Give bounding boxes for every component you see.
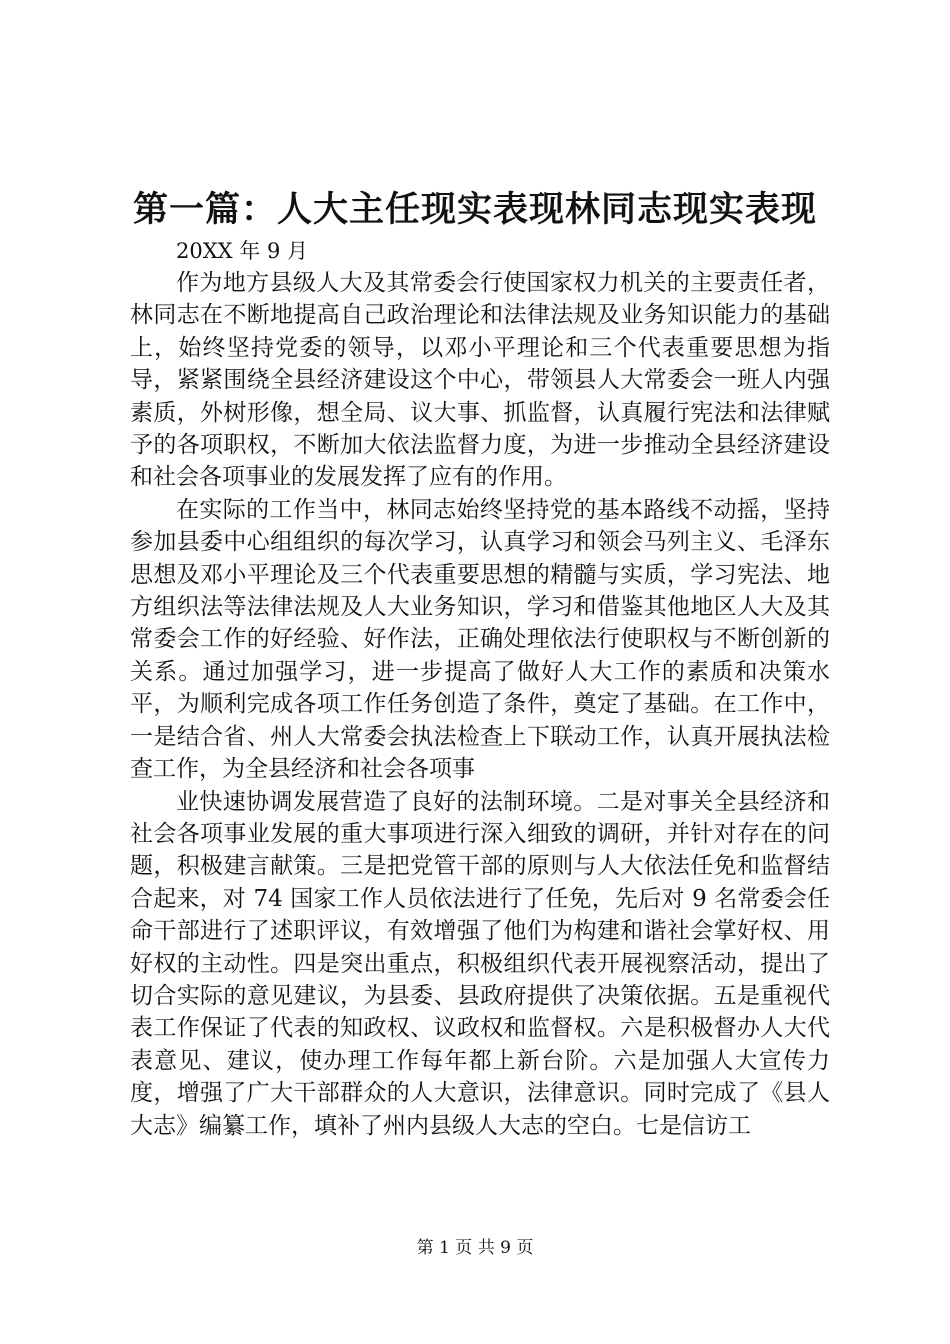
document-body [130, 267, 830, 1142]
paragraph-3: 业快速协调发展营造了良好的法制环境。二是对事关全县经济和社会各项事业发展的重大事项进行深入细致的调研，并针对存在的问题，积极建言献策。三是把党管干部的原则与人大依法任免和监督结合起来，对 74 国家工作人员依法进行了任免，先后对 9 名常委会任命干部进行了述职评议，有效增强了他们为构建和谐社会掌好权、用好权的主动性。四是突出重点，积极组织代表开展视察活动，提出了切合实际的意见建议，为县委、县政府提供了决策依据。五是重视代表工作保证了代表的知政权、议政权和监督权。六是积极督办人大代表意见、建议，使办理工作每年都上新台阶。六是加强人大宣传力度，增强了广大干部群众的人大意识，法律意识。同时完成了《县人大志》编纂工作，填补了州内县级人大志的空白。七是信访工 [130, 788, 830, 1139]
document-date: 20XX 年 9 月 [176, 239, 309, 263]
document-title: 第一篇：人大主任现实表现林同志现实表现 [132, 189, 817, 230]
paragraph-2: 在实际的工作当中，林同志始终坚持党的基本路线不动摇，坚持参加县委中心组组织的每次学习，认真学习和领会马列主义、毛泽东思想及邓小平理论及三个代表重要思想的精髓与实质，学习宪法、地方组织法等法律法规及人大业务知识，学习和借鉴其他地区人大及其常委会工作的好经验、好作法，正确处理依法行使职权与不断创新的关系。通过加强学习，进一步提高了做好人大工作的素质和决策水平，为顺利完成各项工作任务创造了条件，奠定了基础。在工作中，一是结合省、州人大常委会执法检查上下联动工作，认真开展执法检查工作，为全县经济和社会各项事 [130, 496, 830, 783]
page-number: 第 1 页 共 9 页 [416, 1238, 534, 1258]
paragraph-1: 作为地方县级人大及其常委会行使国家权力机关的主要责任者，林同志在不断地提高自己政治理论和法律法规及业务知识能力的基础上，始终坚持党委的领导，以邓小平理论和三个代表重要思想为指导，紧紧围绕全县经济建设这个中心，带领县人大常委会一班人内强素质，外树形像，想全局、议大事、抓监督，认真履行宪法和法律赋予的各项职权，不断加大依法监督力度，为进一步推动全县经济建设和社会各项事业的发展发挥了应有的作用。 [130, 270, 830, 491]
